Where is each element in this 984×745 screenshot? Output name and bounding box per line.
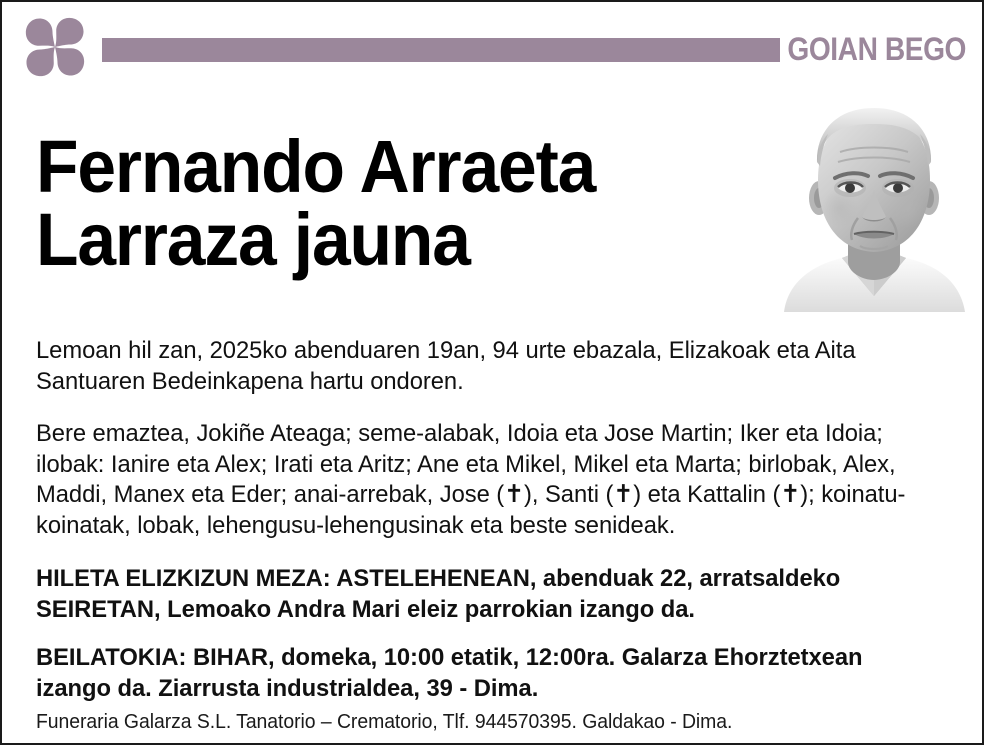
notice-header: [2, 2, 982, 86]
wake-notice-text: BEILATOKIA: BIHAR, domeka, 10:00 etatik, 12:00ra. Galarza Ehorztetxean izango da. Ziarrusta industrialdea, 39 - Dima.: [36, 643, 863, 702]
family-survivors-text: Bere emaztea, Jokiñe Ateaga; seme-alabak, Idoia eta Jose Martin; Iker eta Idoia; ilobak: Ianire eta Alex; Irati eta Aritz; Ane eta Mikel, Mikel eta Marta; birlobak, Alex, Maddi, Manex eta Eder; anai-arrebak, Jose (✝), Santi (✝) eta Kattalin (✝); koinatu-koinatak, lobak, lehengusu-lehengusinak eta beste senideak.: [36, 419, 906, 540]
deceased-name-line-1: Fernando Arraeta: [36, 125, 596, 208]
portrait-photo: [778, 90, 970, 312]
notice-body: [36, 336, 944, 722]
death-notice-text: Lemoan hil zan, 2025ko abenduaren 19an, 94 urte ebazala, Elizakoak eta Aita Santuaren Bedeinkapena hartu ondoren.: [36, 337, 856, 395]
header-title: GOIAN BEGO: [787, 31, 966, 67]
funeral-mass-text: HILETA ELIZKIZUN MEZA: ASTELEHENEAN, abenduak 22, arratsaldeko SEIRETAN, Lemoako Andra Mari eleiz parrokian izango da.: [36, 565, 841, 624]
header-accent-bar: [102, 38, 780, 62]
page-title: [36, 125, 656, 282]
lauburu-icon: [24, 16, 86, 78]
deceased-name-line-2: Larraza jauna: [36, 198, 470, 282]
funeral-home-footer: Funeraria Galarza S.L. Tanatorio – Crematorio, Tlf. 944570395. Galdakao - Dima.: [36, 711, 733, 733]
